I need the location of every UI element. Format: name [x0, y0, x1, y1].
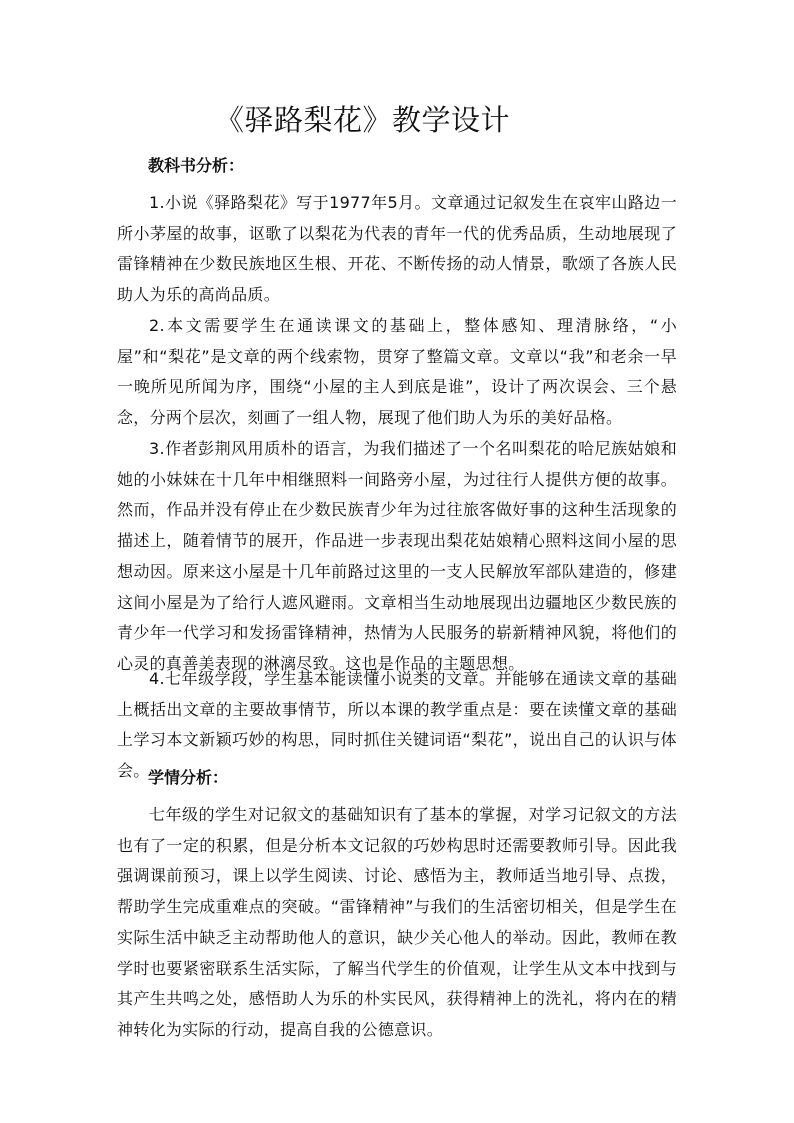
- section-heading-student-analysis: 学情分析：: [148, 768, 229, 787]
- document-title: 《驿路梨花》教学设计: [215, 103, 511, 137]
- paragraph-textbook-2: 2.本文需要学生在通读课文的基础上，整体感知、理清脉络，“小屋”和“梨花”是文章的两个线索物，贯穿了整篇文章。文章以“我”和老余一早一晚所见所闻为序，围绕“小屋的主人到底是谁”，设计了两次误会、三个悬念，分两个层次，刻画了一组人物，展现了他们助人为乐的美好品格。: [117, 316, 677, 428]
- paragraph-textbook-3: 3.作者彭荆风用质朴的语言，为我们描述了一个名叫梨花的哈尼族姑娘和她的小妹妹在十几年中相继照料一间路旁小屋，为过往行人提供方便的故事。然而，作品并没有停止在少数民族青少年为过往旅客做好事的这种生活现象的描述上，随着情节的展开，作品进一步表现出梨花姑娘精心照料这间小屋的思想动因。原来这小屋是十几年前路过这里的一支人民解放军部队建造的，修建这间小屋是为了给行人遮风避雨。文章相当生动地展现出边疆地区少数民族的青少年一代学习和发扬雷锋精神，热情为人民服务的崭新精神风貌，将他们的心灵的真善美表现的淋漓尽致。这也是作品的主题思想。: [117, 439, 677, 673]
- paragraph-textbook-4: 4.七年级学段，学生基本能读懂小说类的文章。并能够在通读文章的基础上概括出文章的主要故事情节，所以本课的教学重点是：要在读懂文章的基础上学习本文新颖巧妙的构思，同时抓住关键词语“梨花”，说出自己的认识与体会。: [117, 669, 677, 781]
- section-heading-textbook-analysis: 教科书分析：: [148, 156, 245, 175]
- paragraph-student-1: 七年级的学生对记叙文的基础知识有了基本的掌握，对学习记叙文的方法也有了一定的积累，但是分析本文记叙的巧妙构思时还需要教师引导。因此我强调课前预习，课上以学生阅读、讨论、感悟为主，教师适当地引导、点拨，帮助学生完成重难点的突破。“雷锋精神”与我们的生活密切相关，但是学生在实际生活中缺乏主动帮助他人的意识，缺少关心他人的举动。因此，教师在教学时也要紧密联系生活实际，了解当代学生的价值观，让学生从文本中找到与其产生共鸣之处，感悟助人为乐的朴实民风，获得精神上的洗礼，将内在的精神转化为实际的行动，提高自我的公德意识。: [117, 805, 677, 1039]
- paragraph-textbook-1: 1.小说《驿路梨花》写于1977年5月。文章通过记叙发生在哀牢山路边一所小茅屋的故事，讴歌了以梨花为代表的青年一代的优秀品质，生动地展现了雷锋精神在少数民族地区生根、开花、不断传扬的动人情景，歌颂了各族人民助人为乐的高尚品质。: [117, 193, 677, 305]
